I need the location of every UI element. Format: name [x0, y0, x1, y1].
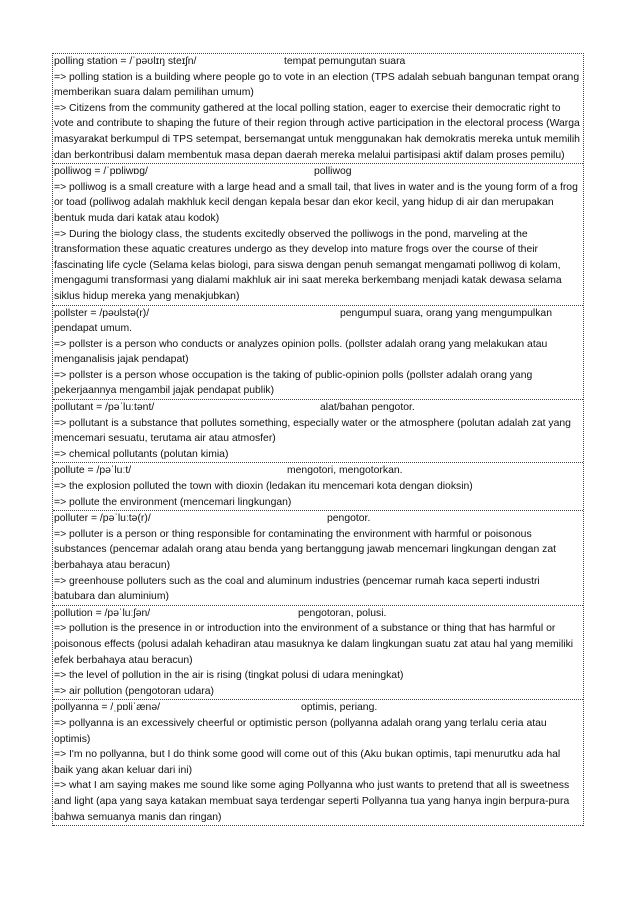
- example-line: => Citizens from the community gathered at the local polling station, eager to exercise their democratic right to vote and contribute to shaping the future of their region through active participation in the electoral process (Warga masyarakat berkumpul di TPS setempat, bersemangat untuk menggunakan hak demokratis mereka untuk memilih dan berkontribusi dalam membentuk masa depan daerah mereka melalui partisipasi aktif dalam proses pemilu): [54, 102, 580, 161]
- definition-line: => polliwog is a small creature with a large head and a small tail, that lives in water and is the young form of a frog or toad (polliwog adalah makhluk kecil dengan kepala besar dan ekor kecil, yang hidup di air dan merupakan bentuk muda dari katak atau kodok): [54, 181, 578, 224]
- definition-line: => polling station is a building where people go to vote in an election (TPS adalah sebuah bangunan tempat orang memberikan suara dalam pemilihan umum): [54, 71, 580, 99]
- example-line: => the level of pollution in the air is rising (tingkat polusi di udara meningkat): [54, 670, 404, 682]
- headword: pollute = /pəˈluːt/: [54, 465, 132, 477]
- example-line: => air pollution (pengotoran udara): [54, 685, 215, 697]
- definition-line: => pollution is the presence in or introduction into the environment of a substance or thing that has harmful or poisonous effects (polusi adalah kehadiran atau masuknya ke dalam lingkungan suatu zat atau hal yang memiliki efek berbahaya atau beracun): [54, 623, 574, 666]
- example-line: => I'm no pollyanna, but I do think some good will come out of this (Aku bukan optimis, tapi menurutku ada hal baik yang akan keluar dari ini): [54, 749, 561, 776]
- headword: polluter = /pəˈluːtə(r)/: [54, 513, 151, 525]
- entry-pollutant: [53, 400, 583, 463]
- example-line: => pollster is a person whose occupation is the taking of public-opinion polls (pollster adalah orang yang pekerjaannya mengambil jajak pendapat publik): [54, 369, 533, 397]
- example-line: => During the biology class, the students excitedly observed the polliwogs in the pond, marveling at the transformation these aquatic creatures undergo as they develop into mature frogs over the course of their fascinating life cycle (Selama kelas biologi, para siswa dengan penuh semangat mengamati polliwog di kolam, mengagumi transformasi yang dialami makhluk air ini saat mereka berkembang menjadi katak dewasa selama siklus hidup mereka yang menakjubkan): [54, 228, 562, 302]
- entry-header: [54, 306, 582, 337]
- translation: mengotori, mengotorkan.: [287, 465, 403, 477]
- entry-polliwog: [53, 164, 583, 305]
- vocabulary-sheet: [52, 53, 584, 826]
- headword: pollutant = /pəˈluːtənt/: [54, 402, 155, 414]
- entry-pollyanna: [53, 700, 583, 826]
- headword: pollution = /pəˈluːʃən/: [54, 607, 151, 619]
- entry-header: [54, 700, 582, 716]
- entry-header: [54, 511, 582, 527]
- headword: polling station = /ˈpəʊlɪŋ steɪʃn/: [54, 56, 197, 67]
- translation: pengotoran, polusi.: [298, 607, 387, 619]
- definition-line: => polluter is a person or thing responsible for contaminating the environment with harmful or poisonous substances (pencemar adalah orang atau benda yang bertanggung jawab mencemari lingkungan dengan zat berbahaya atau beracun): [54, 528, 556, 571]
- translation: pengumpul suara, orang yang mengumpulkan pendapat umum.: [54, 307, 552, 335]
- headword: polliwog = /ˈpɒliwɒg/: [54, 166, 148, 178]
- entry-pollution: [53, 606, 583, 701]
- definition-line: => pollutant is a substance that pollutes something, especially water or the atmosphere (polutan adalah zat yang mencemari sesuatu, terutama air atau atmosfer): [54, 417, 571, 445]
- entry-header: [54, 463, 582, 479]
- entry-header: [54, 400, 582, 416]
- example-line: => the explosion polluted the town with dioxin (ledakan itu mencemari kota dengan dioksin): [54, 481, 473, 493]
- translation: alat/bahan pengotor.: [320, 402, 415, 414]
- entry-header: [54, 54, 582, 70]
- definition-line: => pollyanna is an excessively cheerful or optimistic person (pollyanna adalah orang yang terlalu ceria atau optimis): [54, 717, 547, 745]
- translation: pengotor.: [327, 513, 371, 525]
- headword: pollster = /pəʊlstə(r)/: [54, 307, 150, 319]
- example-line: => pollute the environment (mencemari lingkungan): [54, 496, 292, 508]
- translation: optimis, periang.: [301, 702, 378, 714]
- translation: polliwog: [314, 166, 352, 178]
- translation: tempat pemungutan suara: [284, 56, 406, 67]
- entry-header: [54, 606, 582, 622]
- entry-pollute: [53, 463, 583, 511]
- example-line: => greenhouse polluters such as the coal and aluminum industries (pencemar rumah kaca seperti industri batubara dan aluminium): [54, 575, 540, 603]
- entry-polluter: [53, 511, 583, 606]
- headword: pollyanna = /ˌpɒliˈænə/: [54, 702, 160, 714]
- entry-pollster: [53, 306, 583, 401]
- definition-line: => pollster is a person who conducts or analyzes opinion polls. (pollster adalah orang yang melakukan atau menganalisis jajak pendapat): [54, 338, 548, 366]
- example-line: => chemical pollutants (polutan kimia): [54, 448, 229, 460]
- entry-polling-station: [53, 54, 583, 164]
- example-line: => what I am saying makes me sound like some aging Pollyanna who just wants to pretend that all is sweetness and light (apa yang saya katakan membuat saya terdengar seperti Pollyanna tua yang hanya ingin berpura-pura bahwa semuanya manis dan ringan): [54, 780, 570, 823]
- entry-header: [54, 164, 582, 180]
